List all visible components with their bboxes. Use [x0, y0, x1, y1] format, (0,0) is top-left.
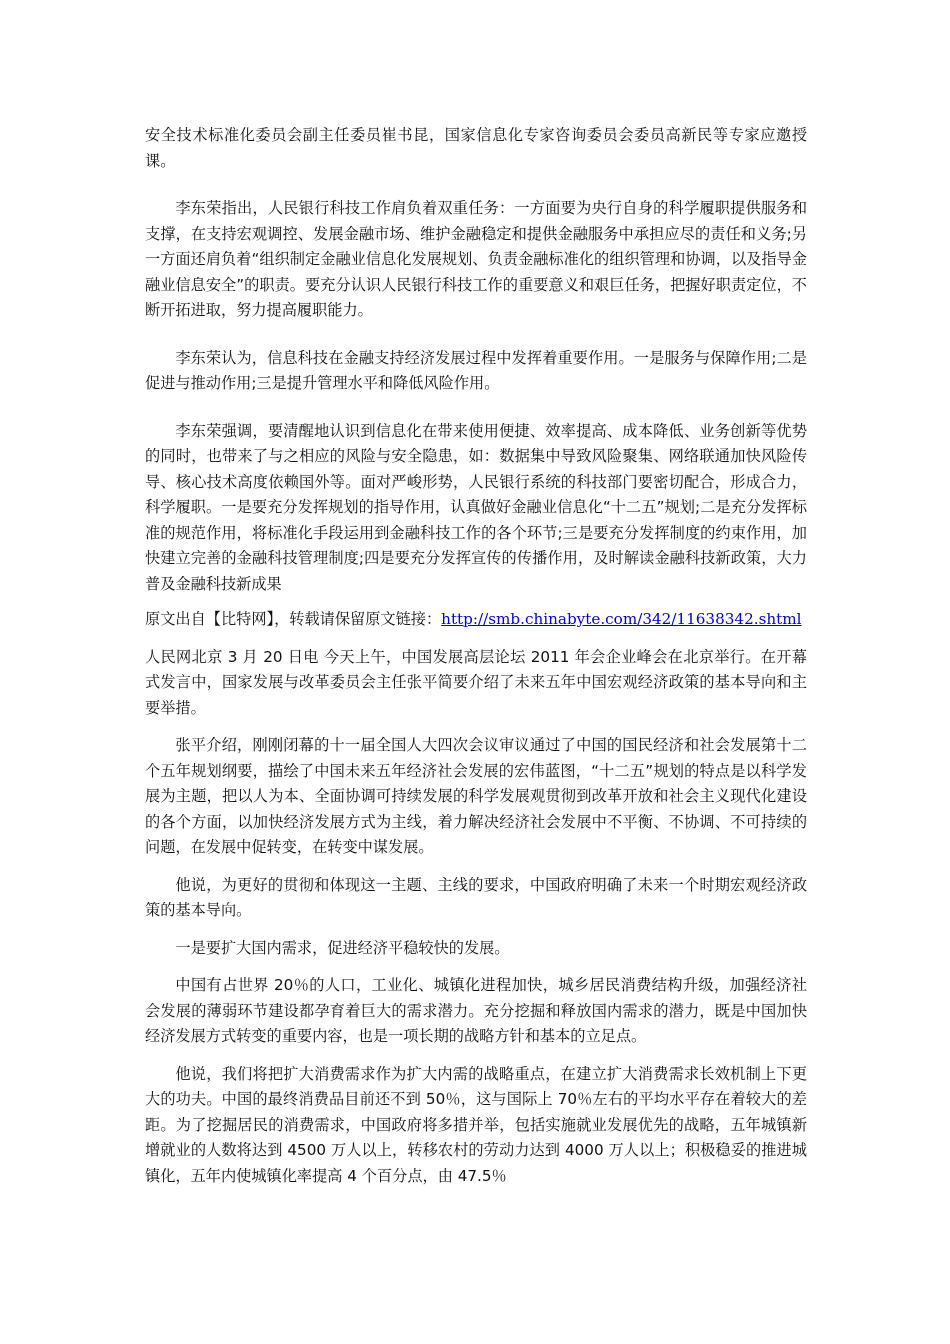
document-page: [145, 123, 807, 1189]
article2-paragraph-5: 中国有占世界 20％的人口，工业化、城镇化进程加快，城乡居民消费结构升级，加强经济社会发展的薄弱环节建设都孕育着巨大的需求潜力。充分挖掘和释放国内需求的潜力，既是中国加快经济发展方式转变的重要内容，也是一项长期的战略方针和基本的立足点。: [145, 976, 807, 1045]
source-link[interactable]: http://smb.chinabyte.com/342/11638342.shtml: [441, 610, 802, 628]
article2-paragraph-1: 人民网北京 3 月 20 日电 今天上午，中国发展高层论坛 2011 年会企业峰会在北京举行。在开幕式发言中，国家发展与改革委员会主任张平简要介绍了未来五年中国宏观经济政策的基本导向和主要举措。: [145, 647, 807, 717]
article1-paragraph-3: 李东荣认为，信息科技在金融支持经济发展过程中发挥着重要作用。一是服务与保障作用;二是促进与推动作用;三是提升管理水平和降低风险作用。: [145, 348, 807, 392]
article1-paragraph-1: 安全技术标准化委员会副主任委员崔书昆，国家信息化专家咨询委员会委员高新民等专家应邀授课。: [145, 126, 807, 170]
article2-paragraph-4: 一是要扩大国内需求，促进经济平稳较快的发展。: [175, 938, 510, 957]
source-prefix: 原文出自【比特网】，转载请保留原文链接：: [145, 610, 442, 628]
article1-paragraph-2: 李东荣指出，人民银行科技工作肩负着双重任务：一方面要为央行自身的科学履职提供服务和支撑，在支持宏观调控、发展金融市场、维护金融稳定和提供金融服务中承担应尽的责任和义务;另一方面还肩负着“组织制定金融业信息化发展规划、负责金融标准化的组织管理和协调，以及指导金融业信息安全”的职责。要充分认识人民银行科技工作的重要意义和艰巨任务，把握好职责定位，不断开拓进取，努力提高履职能力。: [145, 199, 807, 319]
article1-paragraph-4: 李东荣强调，要清醒地认识到信息化在带来使用便捷、效率提高、成本降低、业务创新等优势的同时，也带来了与之相应的风险与安全隐患，如：数据集中导致风险聚集、网络联通加快风险传导、核心技术高度依赖国外等。面对严峻形势，人民银行系统的科技部门要密切配合，形成合力，科学履职。一是要充分发挥规划的指导作用，认真做好金融业信息化“十二五”规划;二是充分发挥标准的规范作用，将标准化手段运用到金融科技工作的各个环节;三是要充分发挥制度的约束作用，加快建立完善的金融科技管理制度;四是要充分发挥宣传的传播作用，及时解读金融科技新政策，大力普及金融科技新成果: [145, 421, 807, 593]
article-macro-policy: [145, 645, 807, 1190]
article2-paragraph-2: 张平介绍，刚刚闭幕的十一届全国人大四次会议审议通过了中国的国民经济和社会发展第十二个五年规划纲要，描绘了中国未来五年经济社会发展的宏伟蓝图，“十二五”规划的特点是以科学发展为主题，把以人为本、全面协调可持续发展的科学发展观贯彻到改革开放和社会主义现代化建设的各个方面，以加快经济发展方式为主线，着力解决经济社会发展中不平衡、不协调、不可持续的问题，在发展中促转变，在转变中谋发展。: [145, 736, 807, 856]
source-line: [145, 607, 807, 633]
article2-paragraph-3: 他说，为更好的贯彻和体现这一主题、主线的要求，中国政府明确了未来一个时期宏观经济政策的基本导向。: [145, 875, 807, 919]
article2-paragraph-6: 他说，我们将把扩大消费需求作为扩大内需的战略重点，在建立扩大消费需求长效机制上下更大的功夫。中国的最终消费品目前还不到 50％，这与国际上 70％左右的平均水平存在着较大的差距。为了挖掘居民的消费需求，中国政府将多措并举，包括实施就业发展优先的战略，五年城镇新增就业的人数将达到 4500 万人以上，转移农村的劳动力达到 4000 万人以上；积极稳妥的推进城镇化，五年内使城镇化率提高 4 个百分点，由 47.5％: [145, 1064, 807, 1185]
article-it-finance: [145, 123, 807, 597]
